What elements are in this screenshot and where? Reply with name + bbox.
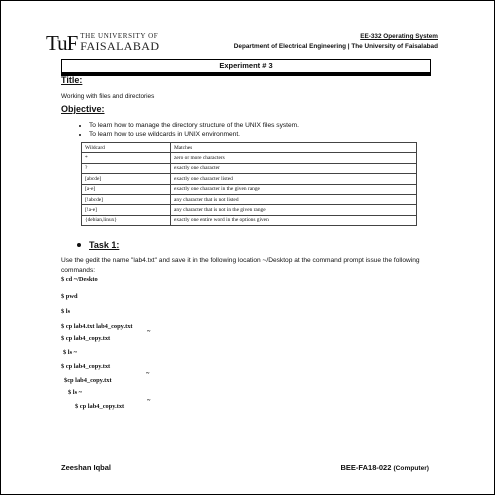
command-line: $ ls	[61, 308, 71, 315]
command-line: $ ls ~	[63, 349, 77, 356]
page-header	[1, 1, 495, 61]
task1-heading	[77, 240, 119, 250]
bullet-icon	[77, 243, 81, 247]
table-cell: {debian,linux}	[82, 215, 171, 225]
table-row	[82, 184, 417, 194]
table-cell: [abcde]	[82, 174, 171, 184]
tilde-mark: ~	[147, 397, 151, 404]
objectives-list	[75, 121, 299, 139]
table-cell: [!abcde]	[82, 194, 171, 204]
table-cell: [a-e]	[82, 184, 171, 194]
department-line: Department of Electrical Engineering | The University of Faisalabad	[233, 43, 438, 50]
table-row	[82, 174, 417, 184]
table-cell: *	[82, 153, 171, 163]
objective-heading: Objective:	[61, 104, 105, 114]
header-info	[234, 32, 438, 52]
tilde-mark: ~	[146, 370, 150, 377]
command-line: $ cp lab4_copy.txt	[61, 335, 111, 342]
table-header-cell: Matches	[171, 143, 417, 153]
title-heading: Title:	[61, 75, 83, 85]
table-cell: exactly one character listed	[171, 174, 417, 184]
command-line: $ cp lab4.txt lab4_copy.txt	[61, 323, 133, 330]
command-line: $ cd ~/Deskto	[61, 276, 98, 283]
table-row	[82, 215, 417, 225]
footer-name: Zeeshan Iqbal	[61, 463, 112, 472]
command-line: $ cp lab4_copy.txt	[61, 363, 111, 370]
experiment-title: Experiment # 3	[61, 59, 431, 76]
table-row	[82, 194, 417, 204]
logo-mark: TuF	[46, 31, 78, 55]
table-cell: exactly one character in the given range	[171, 184, 417, 194]
task1-description: Use the gedit the name "lab4.txt" and save it in the following location ~/Desktop at the command prompt issue the following commands:	[61, 257, 420, 274]
footer-roll	[341, 463, 429, 472]
table-cell: ?	[82, 163, 171, 173]
course-title: EE-332 Operating System	[360, 33, 438, 40]
university-logo	[46, 31, 160, 55]
logo-big-text: FAISALABAD	[80, 39, 160, 53]
roll-department: (Computer)	[393, 465, 429, 472]
task1-label: Task 1:	[89, 240, 120, 250]
table-cell: exactly one entire word in the options given	[171, 215, 417, 225]
list-item: • To learn how to manage the directory structure of the UNIX files system.	[89, 121, 299, 130]
title-text: Working with files and directories	[61, 93, 155, 100]
logo-small-text: THE UNIVERSITY OF	[80, 32, 159, 40]
wildcard-table	[81, 142, 417, 226]
command-line: $cp lab4_copy.txt	[64, 377, 112, 384]
table-header-row	[82, 143, 417, 153]
table-row	[82, 153, 417, 163]
logo-wordmark	[80, 32, 159, 52]
table-header-cell: Wildcard	[82, 143, 171, 153]
table-cell: exactly one character	[171, 163, 417, 173]
table-row	[82, 205, 417, 215]
table-cell: [!a-e]	[82, 205, 171, 215]
command-line: $ pwd	[61, 293, 78, 300]
command-line: $ cp lab4_copy.txt	[75, 403, 125, 410]
table-cell: any character that is not in the given range	[171, 205, 417, 215]
list-item: • To learn how to use wildcards in UNIX environment.	[89, 130, 299, 139]
table-cell: any character that is not listed	[171, 194, 417, 204]
table-cell: zero or more characters	[171, 153, 417, 163]
roll-number: BEE-FA18-022	[340, 463, 392, 472]
table-row	[82, 163, 417, 173]
tilde-mark: ~	[147, 328, 151, 335]
command-line: $ ls ~	[68, 389, 82, 396]
